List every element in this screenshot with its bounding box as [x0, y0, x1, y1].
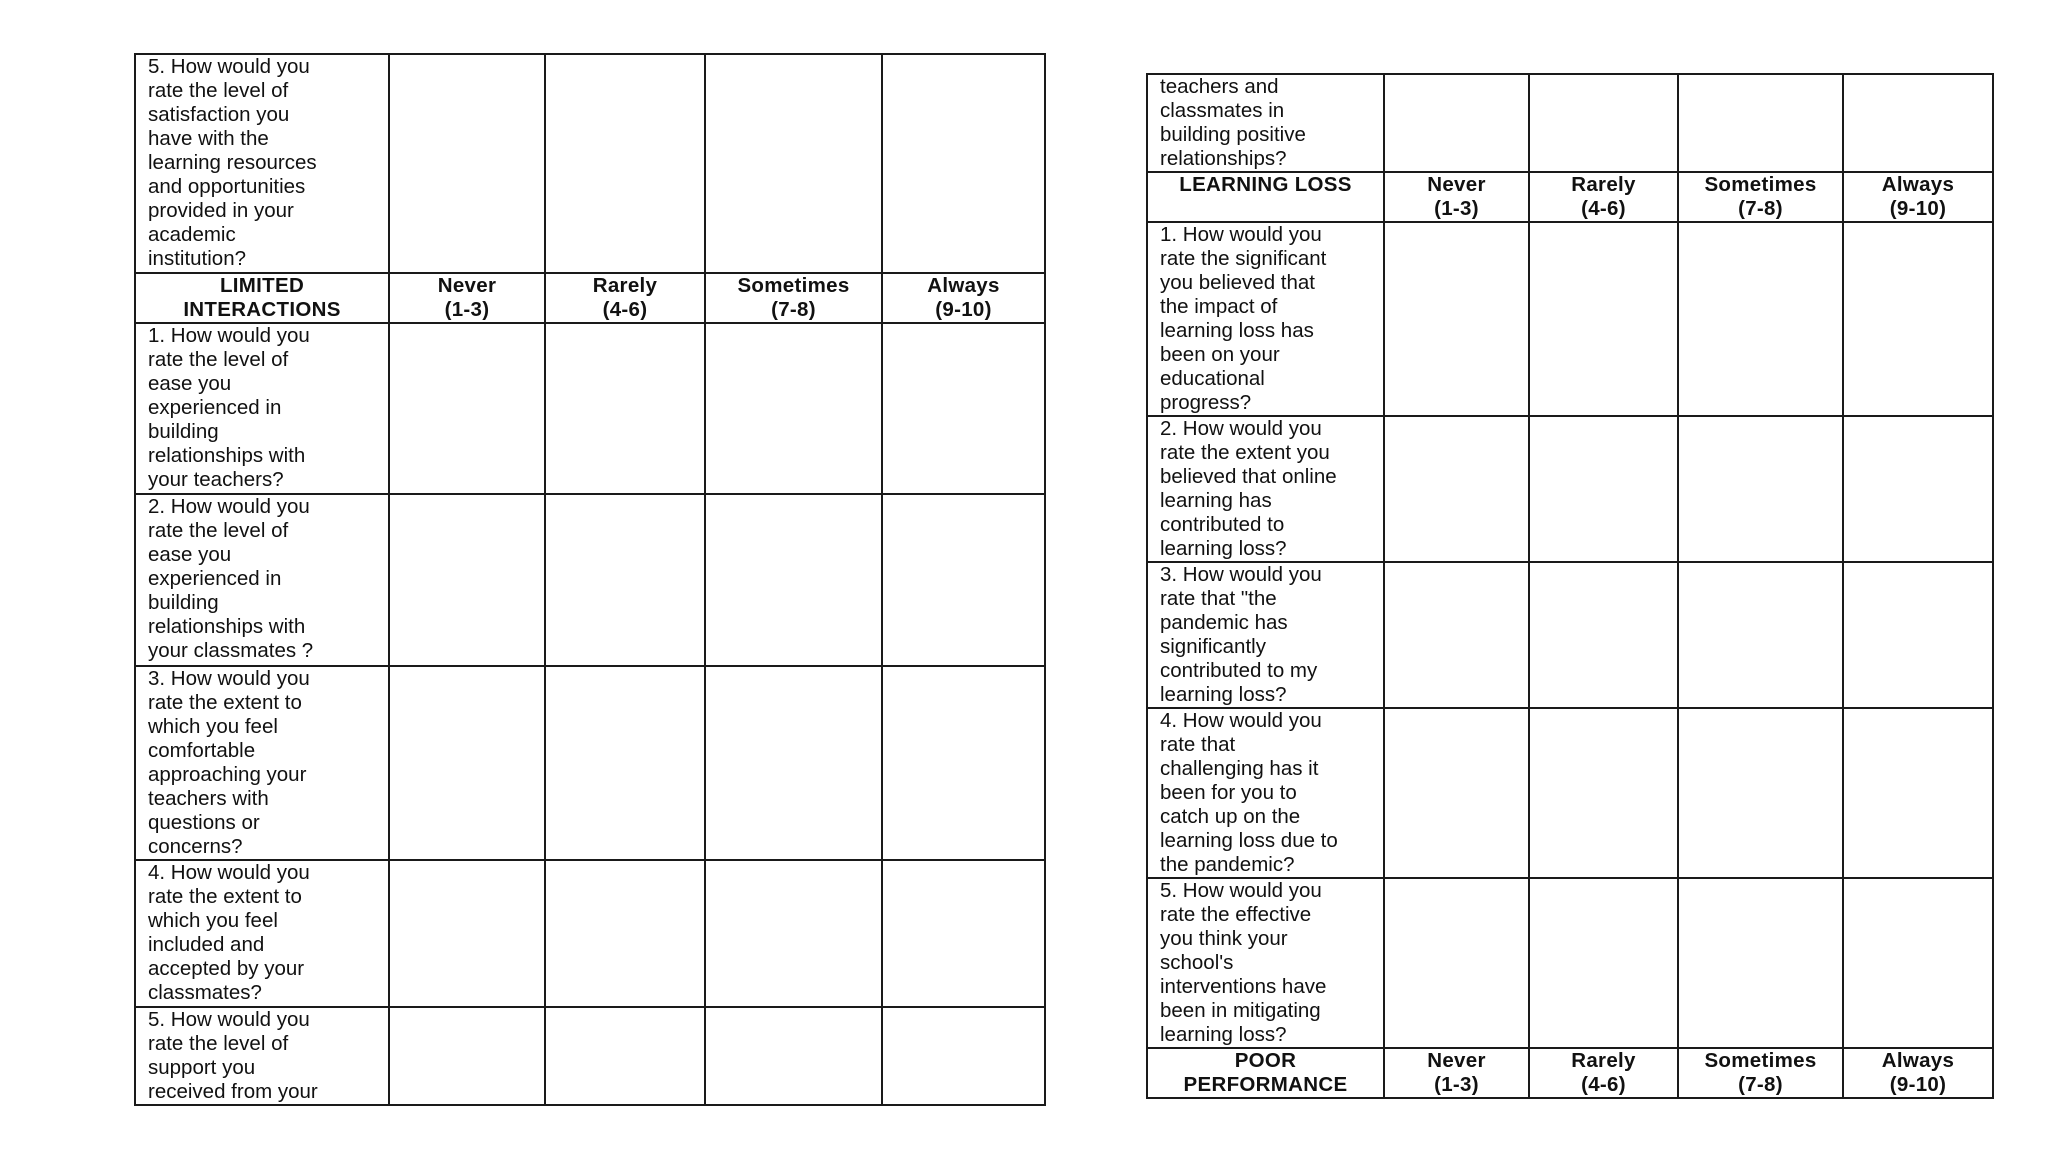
rating-cell-always[interactable] — [1843, 416, 1993, 562]
rating-cell-sometimes[interactable] — [1678, 222, 1843, 416]
rating-cell-never[interactable] — [389, 1007, 545, 1105]
rating-cell-always[interactable] — [1843, 708, 1993, 878]
section-header-row — [135, 273, 1045, 323]
question-cell: teachers and classmates in building positive relationships? — [1147, 74, 1384, 172]
rating-cell-rarely[interactable] — [545, 494, 705, 666]
rating-cell-rarely[interactable] — [1529, 562, 1678, 708]
question-cell: 3. How would you rate that "the pandemic has significantly contributed to my learning loss? — [1147, 562, 1384, 708]
limited-interactions-table — [134, 53, 1046, 1106]
question-cell: 5. How would you rate the effective you think your school's interventions have been in mitigating learning loss? — [1147, 878, 1384, 1048]
rating-cell-rarely[interactable] — [545, 1007, 705, 1105]
table-row — [1147, 708, 1993, 878]
rating-cell-sometimes[interactable] — [705, 323, 882, 494]
rating-cell-never[interactable] — [1384, 222, 1529, 416]
rating-cell-never[interactable] — [1384, 416, 1529, 562]
rating-cell-always[interactable] — [882, 54, 1045, 273]
rating-cell-always[interactable] — [1843, 878, 1993, 1048]
rating-cell-never[interactable] — [389, 666, 545, 860]
rating-cell-always[interactable] — [882, 323, 1045, 494]
section-header-row — [1147, 1048, 1993, 1098]
scale-header-sometimes: Sometimes (7-8) — [705, 273, 882, 323]
scale-header-always: Always (9-10) — [882, 273, 1045, 323]
rating-cell-never[interactable] — [1384, 708, 1529, 878]
question-cell: 2. How would you rate the extent you believed that online learning has contributed to learning loss? — [1147, 416, 1384, 562]
question-cell: 1. How would you rate the significant you believed that the impact of learning loss has been on your educational progress? — [1147, 222, 1384, 416]
rating-cell-rarely[interactable] — [545, 323, 705, 494]
scale-header-always: Always (9-10) — [1843, 1048, 1993, 1098]
rating-cell-sometimes[interactable] — [705, 860, 882, 1007]
question-cell: 1. How would you rate the level of ease you experienced in building relationships with your teachers? — [135, 323, 389, 494]
rating-cell-rarely[interactable] — [1529, 878, 1678, 1048]
rating-cell-never[interactable] — [389, 860, 545, 1007]
table-row — [1147, 222, 1993, 416]
scale-header-rarely: Rarely (4-6) — [545, 273, 705, 323]
question-cell: 5. How would you rate the level of satisfaction you have with the learning resources and opportunities provided in your academic institution? — [135, 54, 389, 273]
scale-header-never: Never (1-3) — [1384, 172, 1529, 222]
table-row — [1147, 416, 1993, 562]
rating-cell-never[interactable] — [1384, 878, 1529, 1048]
rating-cell-rarely[interactable] — [1529, 74, 1678, 172]
rating-cell-rarely[interactable] — [545, 860, 705, 1007]
rating-cell-always[interactable] — [882, 1007, 1045, 1105]
scale-header-always: Always (9-10) — [1843, 172, 1993, 222]
scale-header-sometimes: Sometimes (7-8) — [1678, 1048, 1843, 1098]
table-row — [135, 323, 1045, 494]
rating-cell-never[interactable] — [389, 494, 545, 666]
section-title: LEARNING LOSS — [1147, 172, 1384, 222]
rating-cell-rarely[interactable] — [1529, 416, 1678, 562]
scale-header-rarely: Rarely (4-6) — [1529, 1048, 1678, 1098]
rating-cell-rarely[interactable] — [545, 666, 705, 860]
rating-cell-never[interactable] — [389, 54, 545, 273]
scale-header-never: Never (1-3) — [1384, 1048, 1529, 1098]
rating-cell-never[interactable] — [1384, 74, 1529, 172]
rating-cell-rarely[interactable] — [1529, 708, 1678, 878]
rating-cell-sometimes[interactable] — [1678, 416, 1843, 562]
rating-cell-always[interactable] — [1843, 222, 1993, 416]
table-row — [1147, 74, 1993, 172]
rating-cell-sometimes[interactable] — [1678, 74, 1843, 172]
rating-cell-rarely[interactable] — [545, 54, 705, 273]
rating-cell-sometimes[interactable] — [1678, 708, 1843, 878]
scale-header-never: Never (1-3) — [389, 273, 545, 323]
rating-cell-never[interactable] — [389, 323, 545, 494]
rating-cell-always[interactable] — [882, 666, 1045, 860]
section-header-row — [1147, 172, 1993, 222]
rating-cell-rarely[interactable] — [1529, 222, 1678, 416]
rating-cell-always[interactable] — [1843, 562, 1993, 708]
scale-header-sometimes: Sometimes (7-8) — [1678, 172, 1843, 222]
rating-cell-sometimes[interactable] — [705, 1007, 882, 1105]
scale-header-rarely: Rarely (4-6) — [1529, 172, 1678, 222]
rating-cell-always[interactable] — [882, 494, 1045, 666]
question-cell: 4. How would you rate that challenging has it been for you to catch up on the learning loss due to the pandemic? — [1147, 708, 1384, 878]
rating-cell-never[interactable] — [1384, 562, 1529, 708]
table-row — [135, 494, 1045, 666]
table-row — [1147, 562, 1993, 708]
section-title: POOR PERFORMANCE — [1147, 1048, 1384, 1098]
question-cell: 2. How would you rate the level of ease you experienced in building relationships with your classmates ? — [135, 494, 389, 666]
rating-cell-sometimes[interactable] — [705, 54, 882, 273]
table-row — [135, 54, 1045, 273]
question-cell: 5. How would you rate the level of support you received from your — [135, 1007, 389, 1105]
table-row — [135, 666, 1045, 860]
section-title: LIMITED INTERACTIONS — [135, 273, 389, 323]
table-row — [135, 1007, 1045, 1105]
rating-cell-sometimes[interactable] — [1678, 878, 1843, 1048]
question-cell: 4. How would you rate the extent to which you feel included and accepted by your classmates? — [135, 860, 389, 1007]
table-row — [1147, 878, 1993, 1048]
question-cell: 3. How would you rate the extent to which you feel comfortable approaching your teachers with questions or concerns? — [135, 666, 389, 860]
rating-cell-sometimes[interactable] — [705, 494, 882, 666]
rating-cell-always[interactable] — [1843, 74, 1993, 172]
learning-loss-table — [1146, 73, 1994, 1099]
rating-cell-sometimes[interactable] — [705, 666, 882, 860]
rating-cell-always[interactable] — [882, 860, 1045, 1007]
table-row — [135, 860, 1045, 1007]
rating-cell-sometimes[interactable] — [1678, 562, 1843, 708]
